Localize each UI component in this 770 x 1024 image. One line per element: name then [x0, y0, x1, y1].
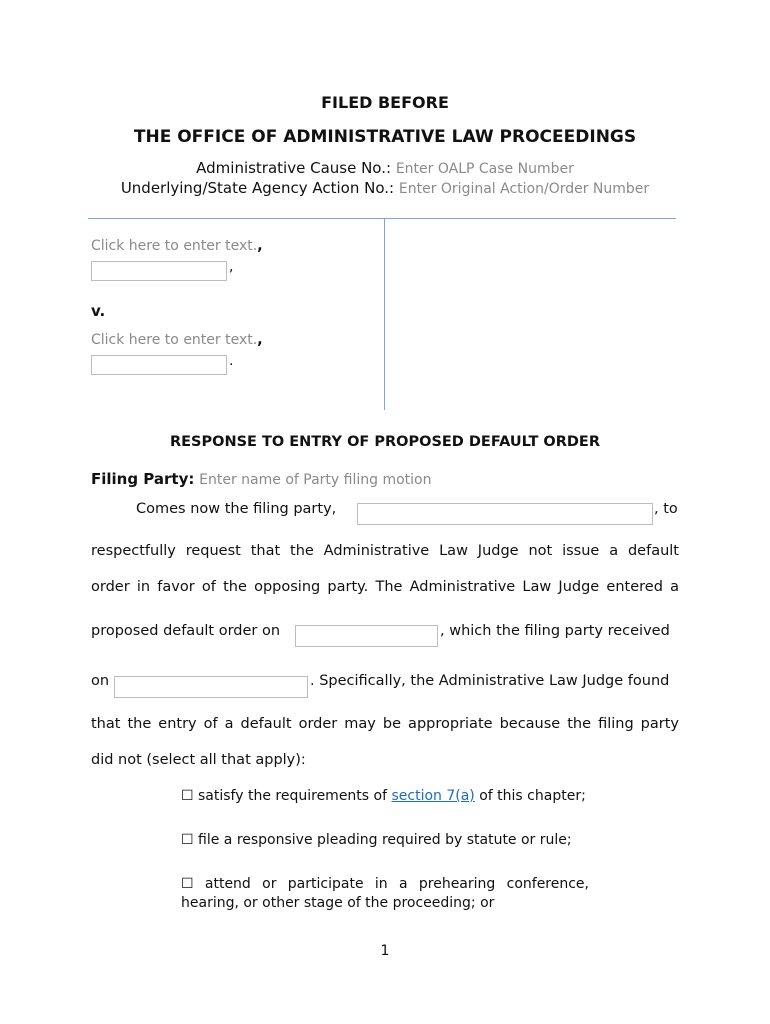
cause-number-line: [0, 159, 770, 177]
cause-number-field[interactable]: Enter OALP Case Number: [395, 161, 574, 177]
body-line4-start: proposed default order on: [91, 623, 281, 639]
caption-top-rule: [88, 218, 676, 219]
party2-role-suffix: .: [229, 353, 234, 369]
body-line6: that the entry of a default order may be appropriate because the filing party: [91, 716, 679, 732]
option-file-responsive-pleading: ☐ file a responsive pleading required by statute or rule;: [181, 832, 572, 848]
party1-role-field[interactable]: [91, 261, 227, 281]
party2-role-field[interactable]: [91, 355, 227, 375]
agency-action-label: Underlying/State Agency Action No.:: [120, 179, 395, 197]
body-line5-start: on: [91, 673, 110, 689]
body-line7: did not (select all that apply):: [91, 752, 306, 768]
checkbox-satisfy-requirements[interactable]: ☐: [181, 788, 194, 804]
document-title: RESPONSE TO ENTRY OF PROPOSED DEFAULT ORDER: [169, 434, 600, 450]
received-date-field[interactable]: [114, 676, 308, 698]
heading-office: THE OFFICE OF ADMINISTRATIVE LAW PROCEEDINGS: [133, 127, 637, 147]
party2-line: Click here to enter text.,: [91, 332, 263, 348]
filing-party-label: Filing Party:: [91, 470, 195, 488]
filing-party-field[interactable]: Enter name of Party filing motion: [199, 472, 432, 488]
body-p1-to: , to: [654, 501, 678, 517]
body-line5-end: . Specifically, the Administrative Law Judge found: [310, 673, 670, 689]
party1-role-suffix: ,: [229, 259, 234, 275]
filing-party-name-field[interactable]: [357, 503, 653, 525]
checkbox-attend-participate[interactable]: ☐: [181, 876, 194, 892]
versus-label: v.: [91, 302, 106, 320]
proposed-order-date-field[interactable]: [295, 625, 438, 647]
body-line3: order in favor of the opposing party. The Administrative Law Judge entered a: [91, 579, 679, 595]
caption-divider: [384, 219, 385, 410]
body-p1-start: Comes now the filing party,: [136, 501, 337, 517]
agency-action-line: [0, 179, 770, 197]
option-satisfy-requirements: ☐ satisfy the requirements of section 7(a) of this chapter;: [181, 788, 586, 804]
body-line2: respectfully request that the Administrative Law Judge not issue a default: [91, 543, 679, 559]
party1-line: Click here to enter text.,: [91, 238, 263, 254]
party1-name-field[interactable]: Click here to enter text.: [91, 238, 258, 254]
option-attend-participate: ☐ attend or participate in a prehearing conference, hearing, or other stage of the proceeding; or: [181, 876, 589, 911]
page-number: 1: [380, 943, 390, 959]
body-line4-end: , which the filing party received: [440, 623, 670, 639]
filing-party-line: [91, 470, 431, 488]
agency-action-field[interactable]: Enter Original Action/Order Number: [398, 181, 650, 197]
section-7a-link[interactable]: section 7(a): [391, 788, 475, 804]
heading-filed-before: FILED BEFORE: [321, 93, 449, 112]
checkbox-file-responsive-pleading[interactable]: ☐: [181, 832, 194, 848]
cause-number-label: Administrative Cause No.:: [196, 159, 392, 177]
party2-name-field[interactable]: Click here to enter text.: [91, 332, 258, 348]
